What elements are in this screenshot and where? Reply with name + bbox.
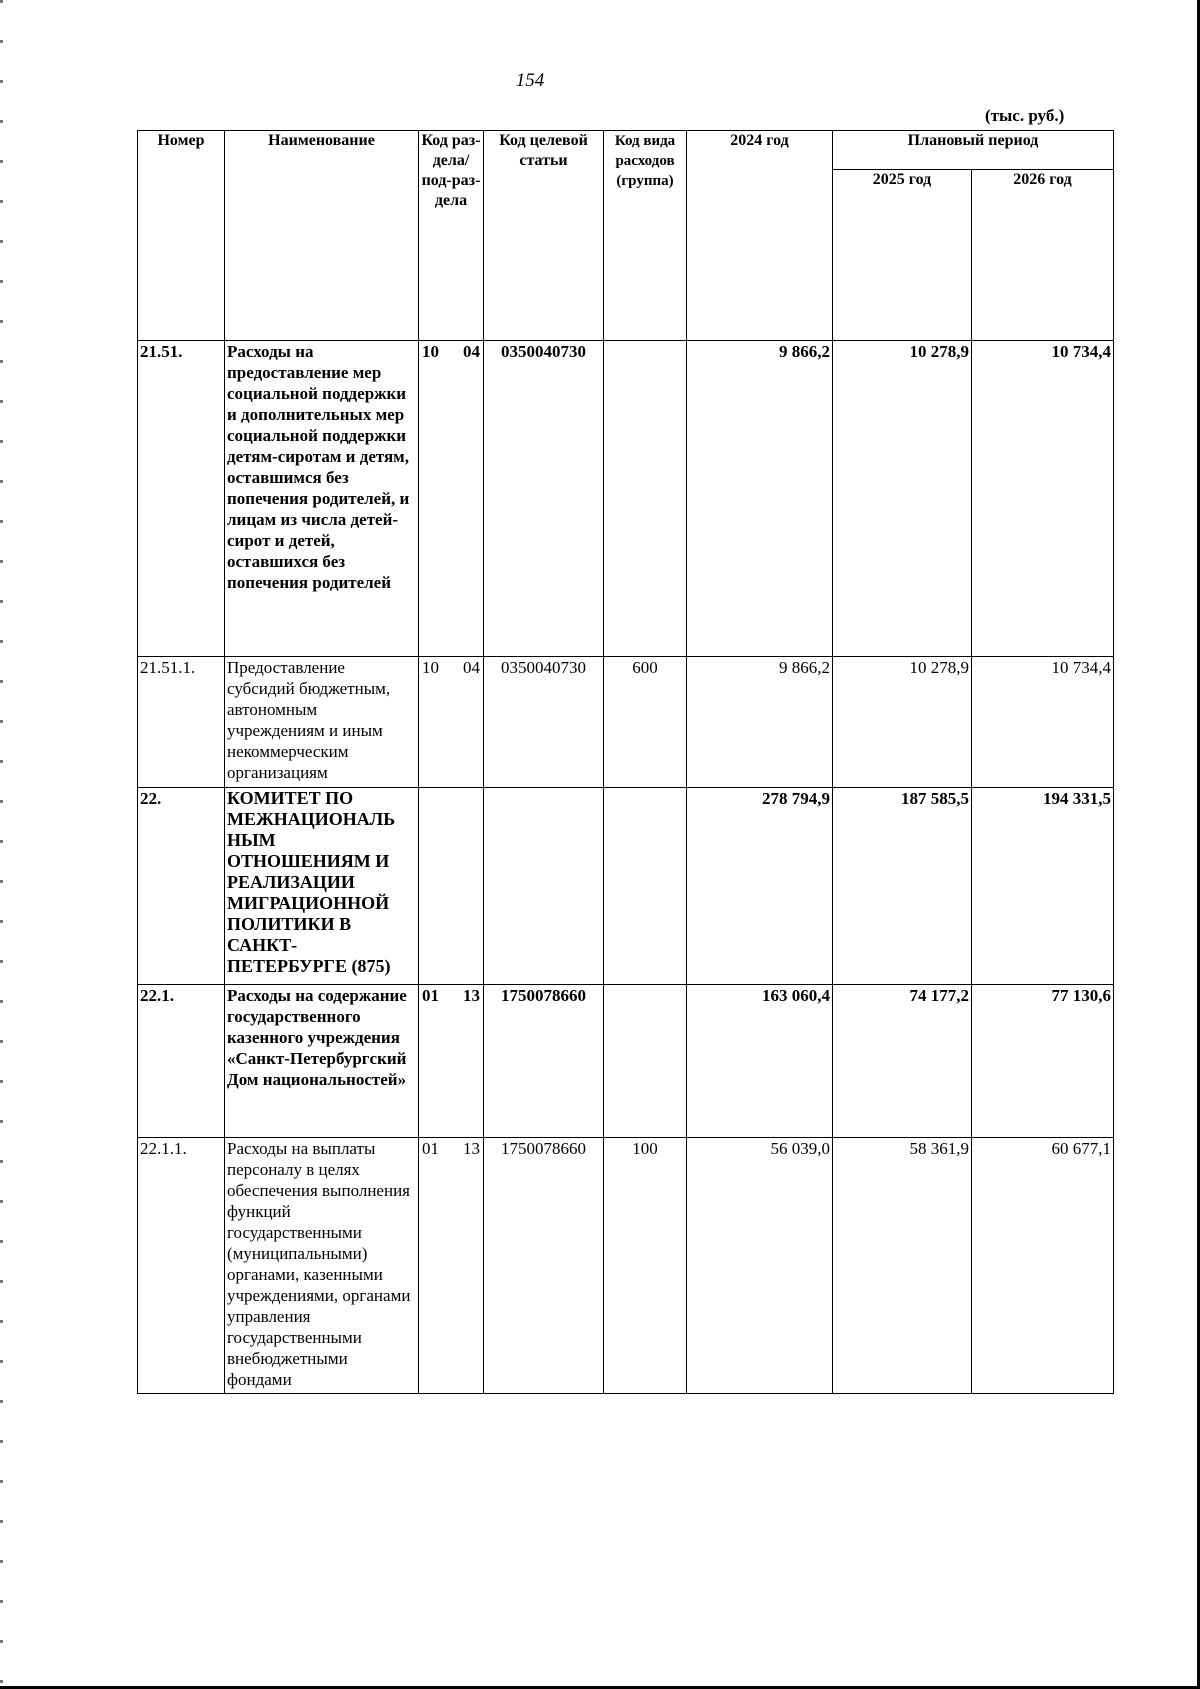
row-value-2024: 9 866,2 bbox=[687, 657, 833, 788]
row-subsection: 04 bbox=[463, 658, 480, 677]
row-target-code: 1750078660 bbox=[484, 1138, 604, 1394]
row-number: 22.1. bbox=[138, 985, 225, 1138]
table-row bbox=[138, 985, 1114, 1138]
row-value-2025: 74 177,2 bbox=[833, 985, 972, 1138]
row-name: Расходы на выплаты персоналу в целях обеспечения выполнения функций государственными (муниципальными) органами, казенными учреждениями, органами управления государственными внебюджетными фондами bbox=[225, 1138, 419, 1394]
table-row bbox=[138, 1138, 1114, 1394]
scan-left-edge bbox=[0, 0, 3, 1689]
row-target-code: 1750078660 bbox=[484, 985, 604, 1138]
header-name: Наименование bbox=[225, 131, 419, 341]
header-target-code: Код целевой статьи bbox=[484, 131, 604, 341]
row-target-code: 0350040730 bbox=[484, 657, 604, 788]
row-expense-kind: 600 bbox=[604, 657, 687, 788]
row-expense-kind bbox=[604, 788, 687, 985]
table-row bbox=[138, 341, 1114, 657]
page-number: 154 bbox=[515, 70, 545, 91]
row-name: КОМИТЕТ ПО МЕЖНАЦИОНАЛЬ НЫМ ОТНОШЕНИЯМ И РЕАЛИЗАЦИИ МИГРАЦИОННОЙ ПОЛИТИКИ В САНКТ-ПЕТЕРБУРГЕ (875) bbox=[225, 788, 419, 985]
row-value-2026: 60 677,1 bbox=[972, 1138, 1114, 1394]
row-target-code: 0350040730 bbox=[484, 341, 604, 657]
row-section: 10 bbox=[422, 342, 439, 361]
row-number: 21.51. bbox=[138, 341, 225, 657]
row-section-code bbox=[419, 1138, 484, 1394]
row-value-2024: 278 794,9 bbox=[687, 788, 833, 985]
row-value-2024: 56 039,0 bbox=[687, 1138, 833, 1394]
row-value-2025: 58 361,9 bbox=[833, 1138, 972, 1394]
header-number: Номер bbox=[138, 131, 225, 341]
row-value-2026: 77 130,6 bbox=[972, 985, 1114, 1138]
header-expense-kind: Код вида расходов (группа) bbox=[604, 131, 687, 341]
row-value-2026: 194 331,5 bbox=[972, 788, 1114, 985]
row-name: Расходы на содержание государственного казенного учреждения «Санкт-Петербургский Дом национальностей» bbox=[225, 985, 419, 1138]
table-body bbox=[138, 341, 1114, 1394]
table-row bbox=[138, 657, 1114, 788]
row-value-2026: 10 734,4 bbox=[972, 341, 1114, 657]
row-section: 10 bbox=[422, 658, 439, 677]
row-name: Расходы на предоставление мер социальной поддержки и дополнительных мер социальной поддержки детям-сиротам и детям, оставшимся без попечения родителей, и лицам из числа детей-сирот и детей, оставшихся без попечения родителей bbox=[225, 341, 419, 657]
row-value-2024: 9 866,2 bbox=[687, 341, 833, 657]
row-expense-kind bbox=[604, 341, 687, 657]
units-label: (тыс. руб.) bbox=[985, 106, 1065, 125]
row-number: 22.1.1. bbox=[138, 1138, 225, 1394]
row-expense-kind: 100 bbox=[604, 1138, 687, 1394]
row-value-2026: 10 734,4 bbox=[972, 657, 1114, 788]
table-header bbox=[138, 131, 1114, 341]
header-section-code: Код раз-дела/ под-раз-дела bbox=[419, 131, 484, 341]
row-section: 01 bbox=[422, 986, 439, 1005]
row-value-2025: 10 278,9 bbox=[833, 341, 972, 657]
row-subsection: 04 bbox=[463, 342, 480, 361]
row-section-code bbox=[419, 788, 484, 985]
row-value-2024: 163 060,4 bbox=[687, 985, 833, 1138]
table-row bbox=[138, 788, 1114, 985]
row-subsection: 13 bbox=[463, 986, 480, 1005]
row-subsection: 13 bbox=[463, 1139, 480, 1158]
row-section-code bbox=[419, 341, 484, 657]
header-planned-period: Плановый период bbox=[833, 131, 1114, 170]
row-target-code bbox=[484, 788, 604, 985]
row-name: Предоставление субсидий бюджетным, автономным учреждениям и иным некоммерческим организациям bbox=[225, 657, 419, 788]
row-expense-kind bbox=[604, 985, 687, 1138]
row-section-code bbox=[419, 657, 484, 788]
row-number: 21.51.1. bbox=[138, 657, 225, 788]
row-value-2025: 187 585,5 bbox=[833, 788, 972, 985]
header-year-2024: 2024 год bbox=[687, 131, 833, 341]
header-year-2026: 2026 год bbox=[972, 170, 1114, 341]
row-value-2025: 10 278,9 bbox=[833, 657, 972, 788]
row-section-code bbox=[419, 985, 484, 1138]
budget-table bbox=[137, 130, 1114, 1394]
row-number: 22. bbox=[138, 788, 225, 985]
row-section: 01 bbox=[422, 1139, 439, 1158]
header-year-2025: 2025 год bbox=[833, 170, 972, 341]
